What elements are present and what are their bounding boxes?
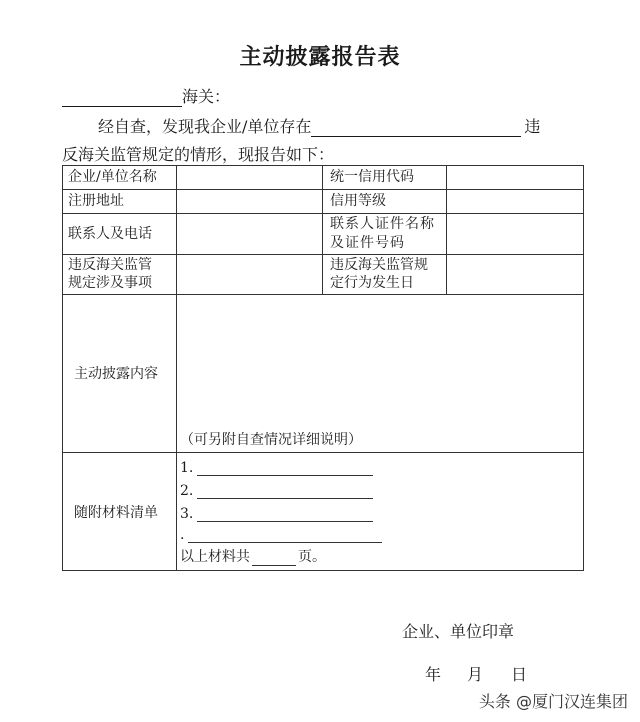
intro-prefix: 经自查，发现我企业/单位存在 [98, 117, 312, 136]
table-border-top [62, 165, 584, 166]
violation-date-label-2: 定行为发生日 [330, 275, 414, 291]
attachment-blank[interactable] [188, 528, 382, 543]
violation-items-label-2: 规定涉及事项 [68, 275, 152, 291]
table-border-right [583, 165, 584, 571]
credit-code-label: 统一信用代码 [330, 169, 414, 185]
intro-line-2: 反海关监管规定的情形，现报告如下： [62, 145, 335, 164]
attachments-total-prefix: 以上材料共 [180, 549, 250, 565]
contact-id-label-1: 联系人证件名称 [330, 216, 435, 232]
contact-id-label-2: 及证件号码 [330, 235, 405, 251]
disclosure-note: （可另附自查情况详细说明） [180, 432, 362, 448]
attachment-item [180, 506, 373, 522]
attachment-blank[interactable] [197, 484, 373, 499]
attachment-blank[interactable] [197, 461, 373, 476]
table-border-bottom [62, 570, 584, 571]
row-divider [62, 294, 584, 295]
contact-label: 联系人及电话 [68, 226, 152, 242]
date-month: 月 [467, 665, 484, 684]
attachment-item [180, 527, 382, 543]
attachment-blank[interactable] [197, 507, 373, 522]
attachment-item [180, 460, 373, 476]
intro-suffix: 违 [524, 117, 541, 136]
credit-level-label: 信用等级 [330, 193, 386, 209]
date-year: 年 [425, 665, 442, 684]
violation-blank[interactable] [311, 120, 521, 137]
row-divider [62, 213, 584, 214]
seal-label: 企业、单位印章 [402, 622, 515, 641]
attachments-total [180, 546, 326, 566]
attachment-number: . [180, 527, 185, 543]
violation-items-cell[interactable] [178, 256, 320, 292]
attachment-number: 3. [180, 506, 194, 522]
customs-name-blank[interactable] [62, 90, 182, 107]
violation-date-cell[interactable] [448, 256, 582, 292]
credit-code-cell[interactable] [448, 167, 582, 187]
row-divider [62, 189, 584, 190]
col-divider [322, 165, 323, 294]
disclosure-content-area[interactable] [178, 296, 582, 426]
disclosure-label: 主动披露内容 [74, 366, 158, 382]
attachment-number: 1. [180, 460, 194, 476]
attachment-number: 2. [180, 483, 194, 499]
row-divider [62, 452, 584, 453]
col-divider [176, 165, 177, 571]
reg-address-cell[interactable] [178, 191, 320, 211]
date-day: 日 [511, 665, 528, 684]
attachment-item [180, 483, 373, 499]
attachments-label: 随附材料清单 [74, 505, 158, 521]
table-border-left [62, 165, 63, 571]
customs-line [62, 84, 230, 107]
credit-level-cell[interactable] [448, 191, 582, 211]
company-name-cell[interactable] [178, 167, 320, 187]
violation-items-label-1: 违反海关监管 [68, 257, 152, 273]
company-name-label: 企业/单位名称 [68, 169, 157, 185]
reg-address-label: 注册地址 [68, 193, 124, 209]
page-count-blank[interactable] [252, 551, 296, 566]
report-table [62, 165, 584, 571]
watermark: 头条 @厦门汉连集团 [478, 692, 628, 711]
page-title: 主动披露报告表 [239, 44, 401, 70]
contact-cell[interactable] [178, 215, 320, 252]
attachments-total-suffix: 页。 [298, 549, 326, 565]
col-divider [446, 165, 447, 294]
violation-date-label-1: 违反海关监管规 [330, 257, 428, 273]
contact-id-cell[interactable] [448, 215, 582, 252]
intro-line [98, 114, 540, 137]
customs-suffix: 海关： [182, 87, 231, 106]
